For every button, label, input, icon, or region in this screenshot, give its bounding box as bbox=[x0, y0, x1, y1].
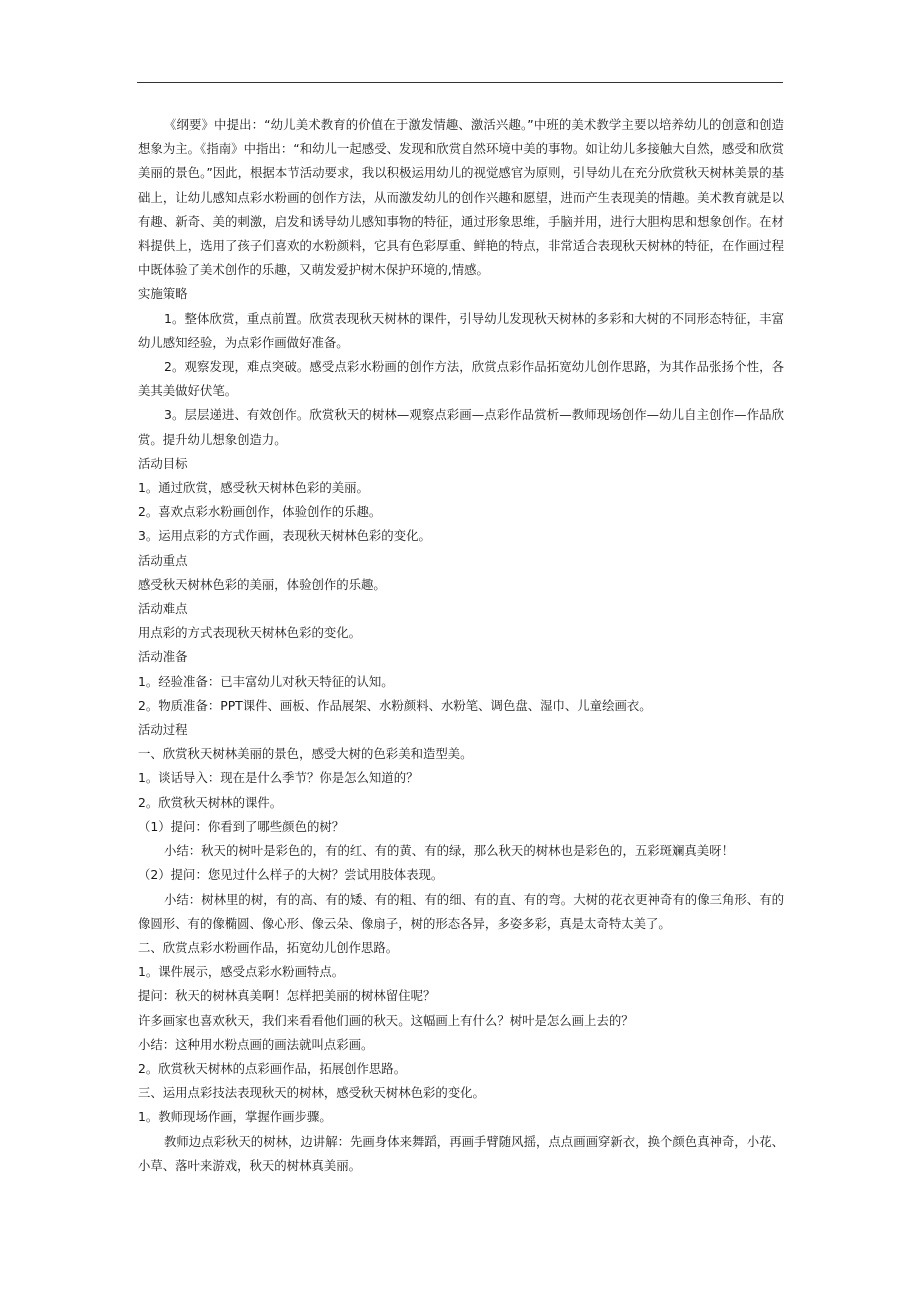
section-heading-difficulty: 活动难点 bbox=[138, 601, 188, 617]
goal-item-2: 2。喜欢点彩水粉画创作，体验创作的乐趣。 bbox=[138, 504, 382, 520]
process-step-2-1: 1。课件展示，感受点彩水粉画特点。 bbox=[138, 964, 345, 980]
summary-1: 小结：秋天的树叶是彩色的，有的红、有的黄、有的绿，那么秋天的树林也是彩色的，五彩斑斓真美呀！ bbox=[164, 843, 734, 859]
intro-paragraph: 《纲要》中提出：“幼儿美术教育的价值在于激发情趣、激活兴趣。”中班的美术教学主要以培养幼儿的创意和创造想象为主。《指南》中指出：“和幼儿一起感受、发现和欣赏自然环境中美的事物。如让幼儿多接触大自然，感受和欣赏美丽的景色。”因此，根据本节活动要求，我以积极运用幼儿的视觉感官为原则，引导幼儿在充分欣赏秋天树林美景的基础上，让幼儿感知点彩水粉画的创作方法，从而激发幼儿的创作兴趣和愿望，进而产生表现美的情趣。美术教育就是以有趣、新奇、美的刺激，启发和诱导幼儿感知事物的特征，通过形象思维，手脑并用，进行大胆构思和想象创作。在材料提供上，选用了孩子们喜欢的水粉颜料，它具有色彩厚重、鲜艳的特点，非常适合表现秋天树林的特征，在作画过程中既体验了美术创作的乐趣，又萌发爱护树木保护环境的,情感。 bbox=[138, 117, 784, 278]
preparation-item-1: 1。经验准备：已丰富幼儿对秋天特征的认知。 bbox=[138, 673, 394, 689]
process-part-1-heading: 一、欣赏秋天树林美丽的景色，感受大树的色彩美和造型美。 bbox=[138, 746, 473, 762]
strategy-item-1: 1。整体欣赏，重点前置。欣赏表现秋天树林的课件，引导幼儿发现秋天树林的多彩和大树的不同形态特征，丰富幼儿感知经验，为点彩作画做好准备。 bbox=[138, 310, 784, 350]
summary-3: 小结：这种用水粉点画的画法就叫点彩画。 bbox=[138, 1036, 374, 1052]
process-step-1-2: 2。欣赏秋天树林的课件。 bbox=[138, 794, 283, 810]
goal-item-1: 1。通过欣赏，感受秋天树林色彩的美丽。 bbox=[138, 480, 369, 496]
section-heading-process: 活动过程 bbox=[138, 722, 188, 738]
teacher-demo-text: 教师边点彩秋天的树林，边讲解：先画身体来舞蹈，再画手臂随风摇，点点画画穿新衣，换个颜色真神奇，小花、小草、落叶来游戏，秋天的树林真美丽。 bbox=[138, 1133, 784, 1173]
section-heading-focus: 活动重点 bbox=[138, 552, 188, 568]
process-step-3-1: 1。教师现场作画，掌握作画步骤。 bbox=[138, 1109, 332, 1125]
header-rule bbox=[137, 82, 783, 83]
difficulty-text: 用点彩的方式表现秋天树林色彩的变化。 bbox=[138, 625, 362, 641]
focus-text: 感受秋天树林色彩的美丽，体验创作的乐趣。 bbox=[138, 576, 386, 592]
section-heading-preparation: 活动准备 bbox=[138, 649, 188, 665]
question-2: （2）提问：您见过什么样子的大树？尝试用肢体表现。 bbox=[138, 867, 444, 883]
strategy-item-2: 2。观察发现，难点突破。感受点彩水粉画的创作方法，欣赏点彩作品拓宽幼儿创作思路，为其作品张扬个性，各美其美做好伏笔。 bbox=[138, 359, 784, 399]
process-part-3-heading: 三、运用点彩技法表现秋天的树林，感受秋天树林色彩的变化。 bbox=[138, 1085, 485, 1101]
question-1: （1）提问：你看到了哪些颜色的树？ bbox=[138, 818, 345, 834]
strategy-item-3: 3。层层递进、有效创作。欣赏秋天的树林—观察点彩画—点彩作品赏析—教师现场创作—幼儿自主创作—作品欣赏。提升幼儿想象创造力。 bbox=[138, 407, 784, 447]
section-heading-goals: 活动目标 bbox=[138, 455, 188, 471]
document-body bbox=[138, 113, 784, 1178]
question-3: 提问：秋天的树林真美啊！怎样把美丽的树林留住呢？ bbox=[138, 988, 436, 1004]
paintings-intro: 许多画家也喜欢秋天，我们来看看他们画的秋天。这幅画上有什么？树叶是怎么画上去的？ bbox=[138, 1012, 634, 1028]
section-heading-strategy: 实施策略 bbox=[138, 286, 188, 302]
goal-item-3: 3。运用点彩的方式作画，表现秋天树林色彩的变化。 bbox=[138, 528, 431, 544]
process-step-1-1: 1。谈话导入：现在是什么季节？你是怎么知道的？ bbox=[138, 770, 419, 786]
process-part-2-heading: 二、欣赏点彩水粉画作品，拓宽幼儿创作思路。 bbox=[138, 939, 399, 955]
preparation-item-2: 2。物质准备：PPT课件、画板、作品展架、水粉颜料、水粉笔、调色盘、湿巾、儿童绘画衣。 bbox=[138, 697, 652, 713]
summary-2: 小结：树林里的树，有的高、有的矮、有的粗、有的细、有的直、有的弯。大树的花衣更神奇有的像三角形、有的像圆形、有的像椭圆、像心形、像云朵、像扇子，树的形态各异，多姿多彩，真是太奇特太美了。 bbox=[138, 891, 784, 931]
process-step-2-2: 2。欣赏秋天树林的点彩画作品，拓展创作思路。 bbox=[138, 1060, 407, 1076]
